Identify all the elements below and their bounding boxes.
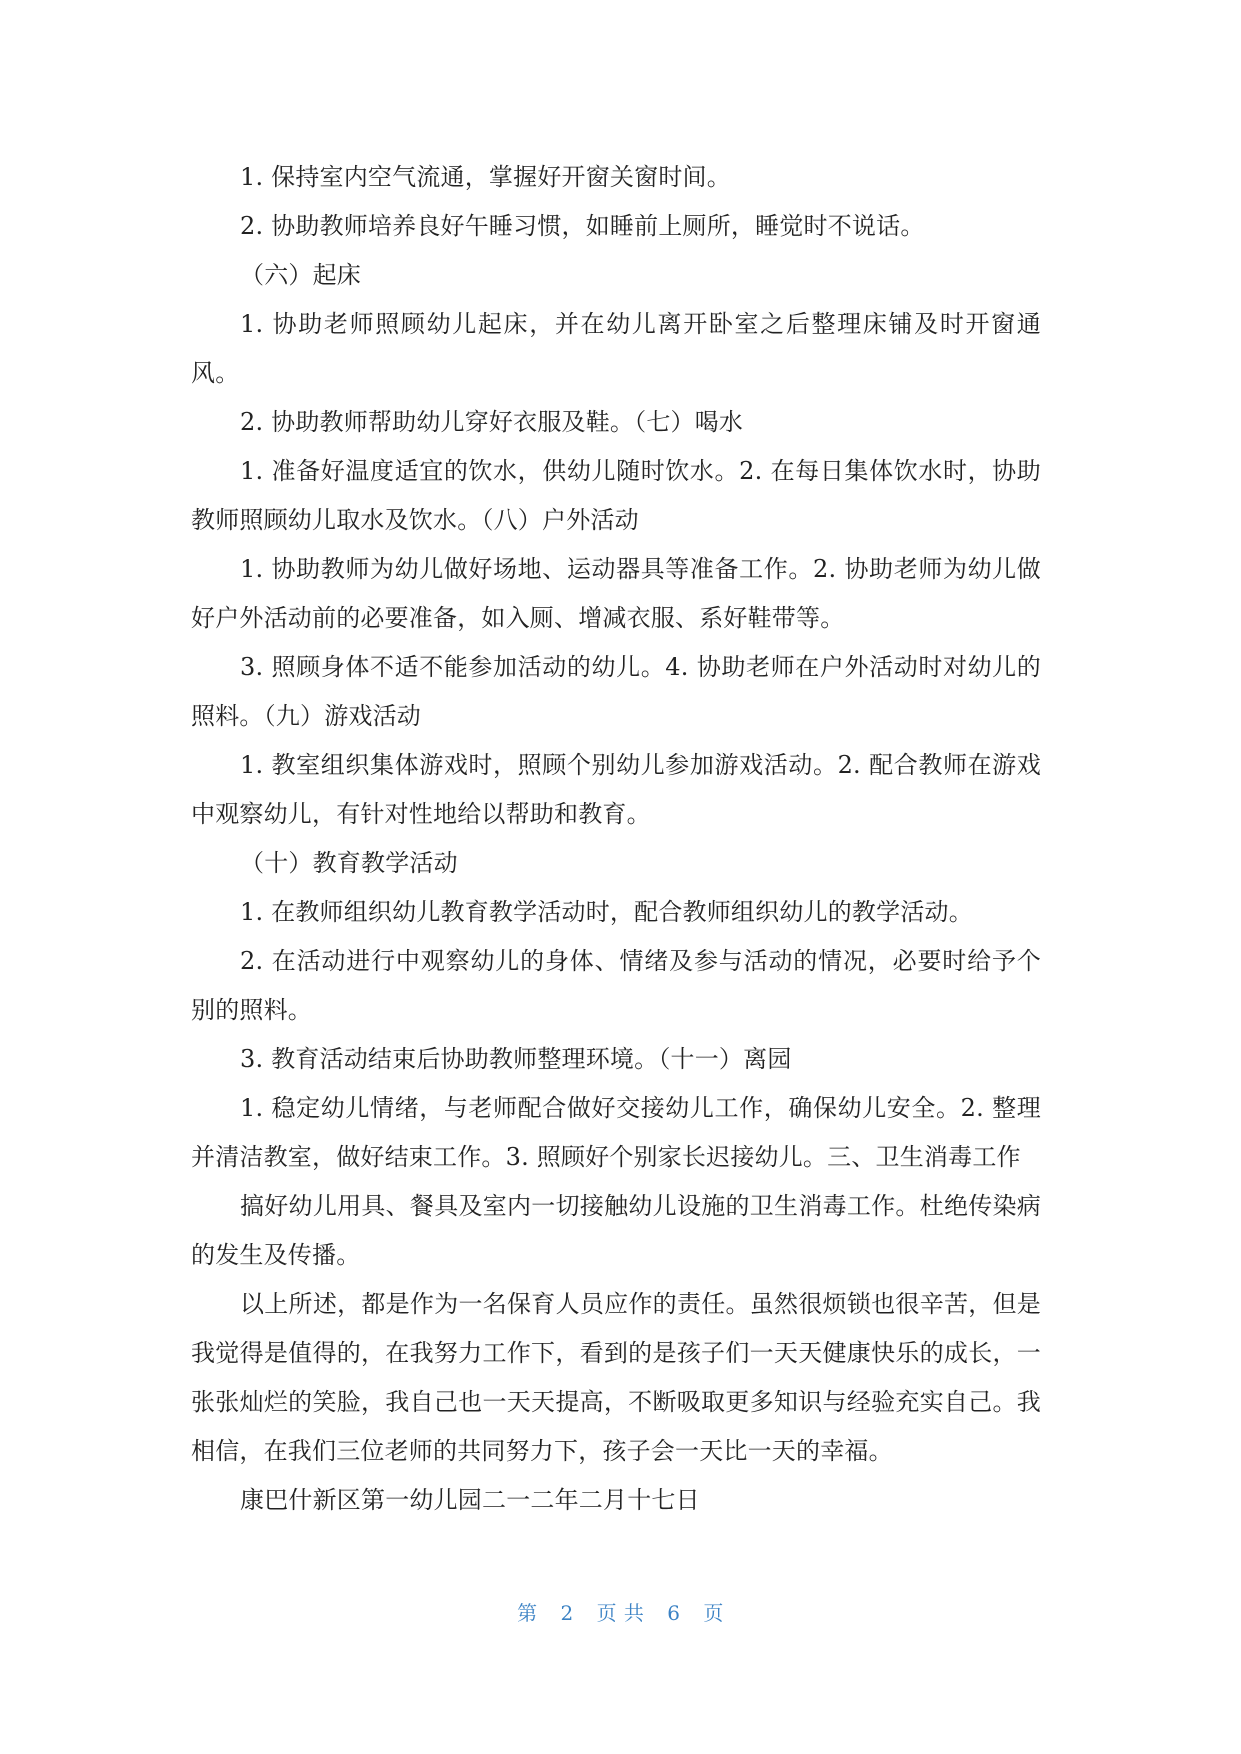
page-footer xyxy=(0,1597,1241,1626)
footer-current-page: 2 xyxy=(560,1601,574,1625)
footer-mid: 页 共 xyxy=(596,1601,645,1625)
paragraph-5: 1. 准备好温度适宜的饮水，供幼儿随时饮水。2. 在每日集体饮水时，协助教师照顾幼儿取水及饮水。（八）户外活动 xyxy=(191,457,1041,534)
signature-date-line: 康巴什新区第一幼儿园二一二年二月十七日 xyxy=(240,1486,700,1514)
paragraph-14: 以上所述，都是作为一名保育人员应作的责任。虽然很烦锁也很辛苦，但是我觉得是值得的，在我努力工作下，看到的是孩子们一天天健康快乐的成长，一张张灿烂的笑脸，我自己也一天天提高，不断吸取更多知识与经验充实自己。我相信，在我们三位老师的共同努力下，孩子会一天比一天的幸福。 xyxy=(191,1290,1041,1465)
paragraph-13: 搞好幼儿用具、餐具及室内一切接触幼儿设施的卫生消毒工作。杜绝传染病的发生及传播。 xyxy=(191,1192,1041,1269)
paragraph-7: 3. 照顾身体不适不能参加活动的幼儿。4. 协助老师在户外活动时对幼儿的照料。（九）游戏活动 xyxy=(191,653,1041,730)
section-heading-education: （十）教育教学活动 xyxy=(240,849,458,877)
paragraph-8: 1. 教室组织集体游戏时，照顾个别幼儿参加游戏活动。2. 配合教师在游戏中观察幼儿，有针对性地给以帮助和教育。 xyxy=(191,751,1041,828)
paragraph-11: 3. 教育活动结束后协助教师整理环境。（十一）离园 xyxy=(240,1045,792,1073)
paragraph-1: 1. 保持室内空气流通，掌握好开窗关窗时间。 xyxy=(240,163,731,191)
paragraph-3: 1. 协助老师照顾幼儿起床，并在幼儿离开卧室之后整理床铺及时开窗通风。 xyxy=(191,310,1041,387)
paragraph-2: 2. 协助教师培养良好午睡习惯，如睡前上厕所，睡觉时不说话。 xyxy=(240,212,925,240)
paragraph-12: 1. 稳定幼儿情绪，与老师配合做好交接幼儿工作，确保幼儿安全。2. 整理并清洁教室，做好结束工作。3. 照顾好个别家长迟接幼儿。三、卫生消毒工作 xyxy=(191,1094,1041,1171)
footer-prefix: 第 xyxy=(517,1601,538,1625)
document-body xyxy=(191,153,1041,1525)
footer-total-pages: 6 xyxy=(667,1601,681,1625)
section-heading-getting-up: （六）起床 xyxy=(240,261,361,289)
paragraph-6: 1. 协助教师为幼儿做好场地、运动器具等准备工作。2. 协助老师为幼儿做好户外活动前的必要准备，如入厕、增减衣服、系好鞋带等。 xyxy=(191,555,1041,632)
paragraph-10: 2. 在活动进行中观察幼儿的身体、情绪及参与活动的情况，必要时给予个别的照料。 xyxy=(191,947,1041,1024)
paragraph-4: 2. 协助教师帮助幼儿穿好衣服及鞋。（七）喝水 xyxy=(240,408,744,436)
paragraph-9: 1. 在教师组织幼儿教育教学活动时，配合教师组织幼儿的教学活动。 xyxy=(240,898,973,926)
footer-suffix: 页 xyxy=(703,1601,724,1625)
